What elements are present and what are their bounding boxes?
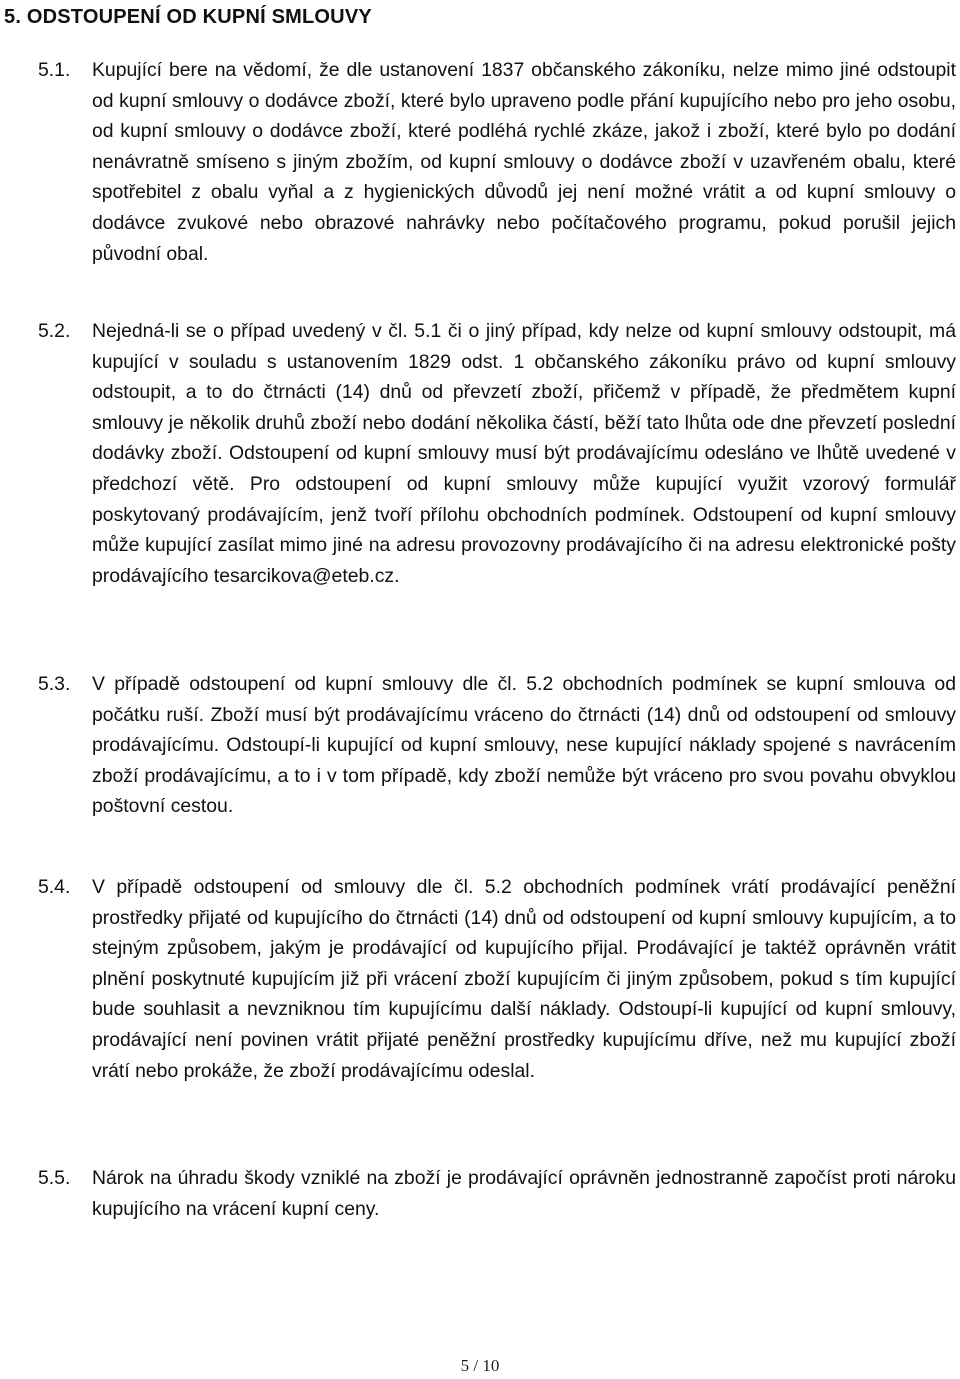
clause-text: Nejedná-li se o případ uvedený v čl. 5.1 či o jiný případ, kdy nelze od kupní smlouvy odstoupit, má kupující v souladu s ustanovením 1829 odst. 1 občanského zákoníku právo od kupní smlouvy odstoupit, a to do čtrnácti (14) dnů od převzetí zboží, přičemž v případě, že předmětem kupní smlouvy je několik druhů zboží nebo dodání několika částí, běží tato lhůta ode dne převzetí poslední dodávky zboží. Odstoupení od kupní smlouvy musí být prodávajícímu odesláno ve lhůtě uvedené v předchozí větě. Pro odstoupení od kupní smlouvy může kupující využit vzorový formulář poskytovaný prodávajícím, jenž tvoří přílohu obchodních podmínek. Odstoupení od kupní smlouvy může kupující zasílat mimo jiné na adresu provozovny prodávajícího či na adresu elektronické pošty prodávajícího tesarcikova@eteb.cz. [92,320,956,587]
clause-number: 5.1. [38,59,71,81]
page-heading: 5. ODSTOUPENÍ OD KUPNÍ SMLOUVY [4,6,372,28]
clause-number: 5.4. [38,876,71,898]
clause-number: 5.3. [38,673,71,695]
clause-text: Nárok na úhradu škody vzniklé na zboží je prodávající oprávněn jednostranně započíst proti nároku kupujícího na vrácení kupní ceny. [92,1167,956,1220]
clause-5-2 [38,316,956,591]
clause-text: Kupující bere na vědomí, že dle ustanovení 1837 občanského zákoníku, nelze mimo jiné odstoupit od kupní smlouvy o dodávce zboží, které bylo upraveno podle přání kupujícího nebo pro jeho osobu, od kupní smlouvy o dodávce zboží, které podléhá rychlé zkáze, jakož i zboží, které bylo po dodání nenávratně smíseno s jiným zbožím, od kupní smlouvy o dodávce zboží v uzavřeném obalu, které spotřebitel z obalu vyňal a z hygienických důvodů jej není možné vrátit a od kupní smlouvy o dodávce zvukové nebo obrazové nahrávky nebo počítačového programu, pokud porušil jejich původní obal. [92,59,956,265]
clause-number: 5.2. [38,320,71,342]
clause-5-3 [38,669,956,822]
page-number: 5 / 10 [460,1356,500,1375]
clause-5-5 [38,1163,956,1224]
clause-5-1 [38,55,956,269]
clause-text: V případě odstoupení od kupní smlouvy dle čl. 5.2 obchodních podmínek se kupní smlouva od počátku ruší. Zboží musí být prodávajícímu vráceno do čtrnácti (14) dnů od odstoupení od smlouvy prodávajícímu. Odstoupí-li kupující od kupní smlouvy, nese kupující náklady spojené s navrácením zboží prodávajícímu, a to i v tom případě, kdy zboží nemůže být vráceno pro svou povahu obvyklou poštovní cestou. [92,673,956,818]
clause-number: 5.5. [38,1167,71,1189]
clause-text: V případě odstoupení od smlouvy dle čl. 5.2 obchodních podmínek vrátí prodávající peněžní prostředky přijaté od kupujícího do čtrnácti (14) dnů od odstoupení od kupní smlouvy kupujícím, a to stejným způsobem, jakým je prodávající od kupujícího přijal. Prodávající je taktéž oprávněn vrátit plnění poskytnuté kupujícím již při vrácení zboží kupujícím či jiným způsobem, pokud s tím kupující bude souhlasit a nevzniknou tím kupujícímu další náklady. Odstoupí-li kupující od kupní smlouvy, prodávající není povinen vrátit přijaté peněžní prostředky kupujícímu dříve, než mu kupující zboží vrátí nebo prokáže, že zboží prodávajícímu odeslal. [92,876,956,1082]
clause-5-4 [38,872,956,1086]
